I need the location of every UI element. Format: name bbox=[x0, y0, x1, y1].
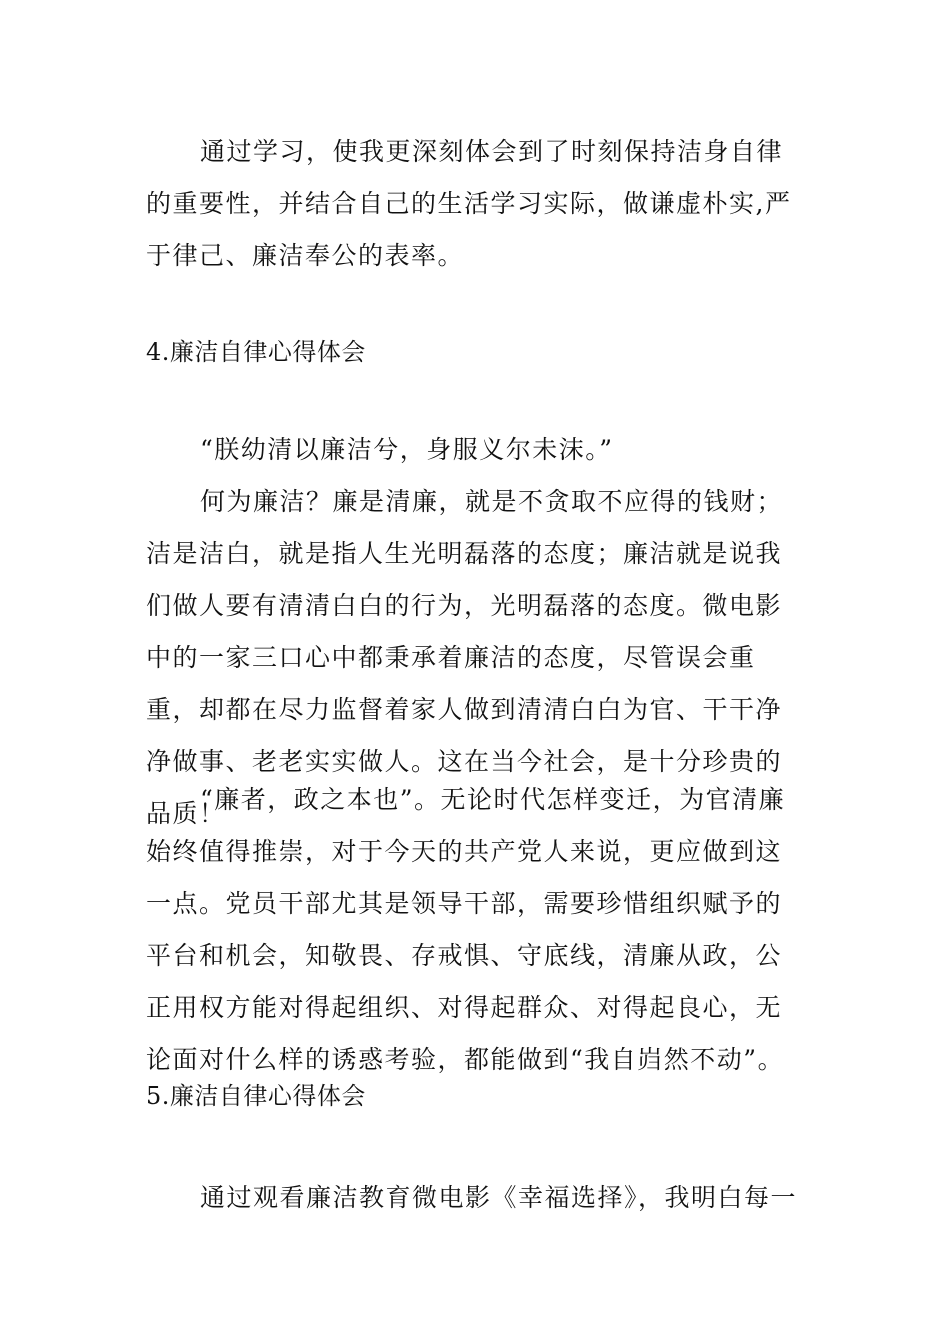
section-4-quote: “朕幼清以廉洁兮，身服义尔未沫。” bbox=[200, 435, 614, 464]
section-5-heading: 5.廉洁自律心得体会 bbox=[146, 1082, 366, 1110]
section-5-paragraph-1: 通过观看廉洁教育微电影《幸福选择》，我明白每一 bbox=[200, 1183, 798, 1212]
intro-paragraph: 通过学习，使我更深刻体会到了时刻保持洁身自律的重要性，并结合自己的生活学习实际，做谦虚朴实,严于律己、廉洁奉公的表率。 bbox=[146, 137, 792, 270]
section-4-paragraph-2: “廉者，政之本也”。无论时代怎样变迁，为官清廉始终值得推崇，对于今天的共产党人来说，更应做到这一点。党员干部尤其是领导干部，需要珍惜组织赋予的平台和机会，知敬畏、存戒惧、守底线，清廉从政，公正用权方能对得起组织、对得起群众、对得起良心，无论面对什么样的诱惑考验，都能做到“我自岿然不动”。 bbox=[146, 785, 786, 1074]
section-4-paragraph-1: 何为廉洁？廉是清廉，就是不贪取不应得的钱财；洁是洁白，就是指人生光明磊落的态度；廉洁就是说我们做人要有清清白白的行为，光明磊落的态度。微电影中的一家三口心中都秉承着廉洁的态度，尽管误会重重，却都在尽力监督着家人做到清清白白为官、干干净净做事、老老实实做人。这在当今社会，是十分珍贵的品质！ bbox=[146, 487, 784, 828]
section-4-heading: 4.廉洁自律心得体会 bbox=[146, 338, 366, 366]
